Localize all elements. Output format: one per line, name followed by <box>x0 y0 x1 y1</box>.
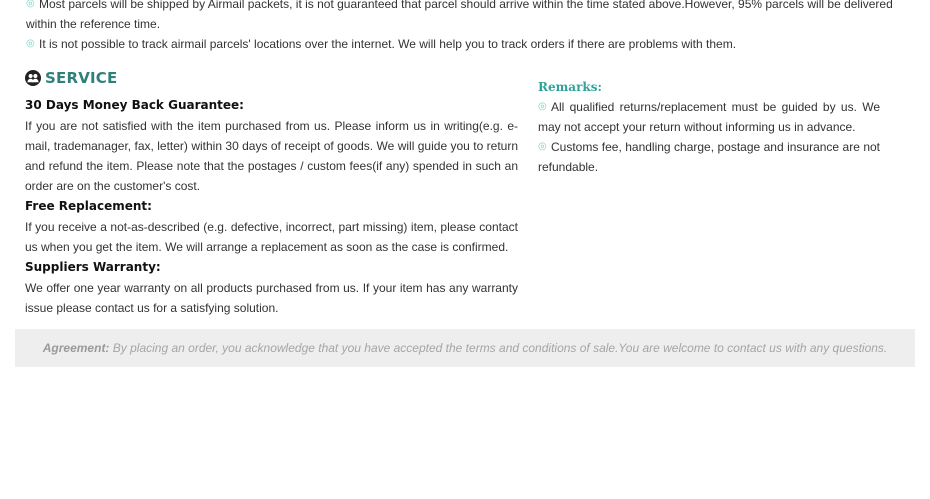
circle-bullet-icon: ◎ <box>26 38 35 49</box>
remark-item <box>538 137 880 177</box>
shipping-note-text: It is not possible to track airmail parcels' locations over the internet. We will help you to track orders if there are problems with them. <box>39 37 737 51</box>
people-icon <box>25 70 41 86</box>
remarks-title: Remarks: <box>538 80 602 94</box>
shipping-notes <box>26 0 916 54</box>
agreement-label: Agreement: <box>42 341 110 355</box>
money-back-text: If you are not satisfied with the item purchased from us. Please inform us in writing(e.g. e-mail, trademanager, fax, letter) within 30 days of receipt of goods. We will guide you to return and refund the item. Please note that the postages / custom fees(if any) spended in such an order are on the customer's cost. <box>25 119 518 193</box>
remark-text: All qualified returns/replacement must be guided by us. We may not accept your return without informing us in advance. <box>538 100 880 134</box>
shipping-note <box>26 0 916 34</box>
circle-bullet-icon: ◎ <box>538 101 547 112</box>
free-replacement-title: Free Replacement: <box>25 199 152 213</box>
service-heading: SERVICE <box>45 69 118 87</box>
remarks-section <box>538 77 880 177</box>
shipping-note-text: Most parcels will be shipped by Airmail packets, it is not guaranteed that parcel should arrive within the time stated above.However, 95% parcels will be delivered within the reference time. <box>26 0 893 31</box>
circle-bullet-icon: ◎ <box>538 141 547 152</box>
shipping-note <box>26 34 916 54</box>
circle-bullet-icon: ◎ <box>26 0 35 9</box>
remark-text: Customs fee, handling charge, postage and insurance are not refundable. <box>538 140 880 174</box>
suppliers-warranty-text: We offer one year warranty on all products purchased from us. If your item has any warranty issue please contact us for a satisfying solution. <box>25 281 518 315</box>
agreement-text: By placing an order, you acknowledge that you have accepted the terms and conditions of sale.You are welcome to contact us with any questions. <box>112 341 888 355</box>
suppliers-warranty-title: Suppliers Warranty: <box>25 260 161 274</box>
service-section <box>25 67 518 318</box>
service-header <box>25 67 518 89</box>
remark-item <box>538 97 880 137</box>
free-replacement-text: If you receive a not-as-described (e.g. defective, incorrect, part missing) item, please contact us when you get the item. We will arrange a replacement as soon as the case is confirmed. <box>25 220 518 254</box>
money-back-title: 30 Days Money Back Guarantee: <box>25 98 244 112</box>
agreement-bar <box>15 329 915 367</box>
